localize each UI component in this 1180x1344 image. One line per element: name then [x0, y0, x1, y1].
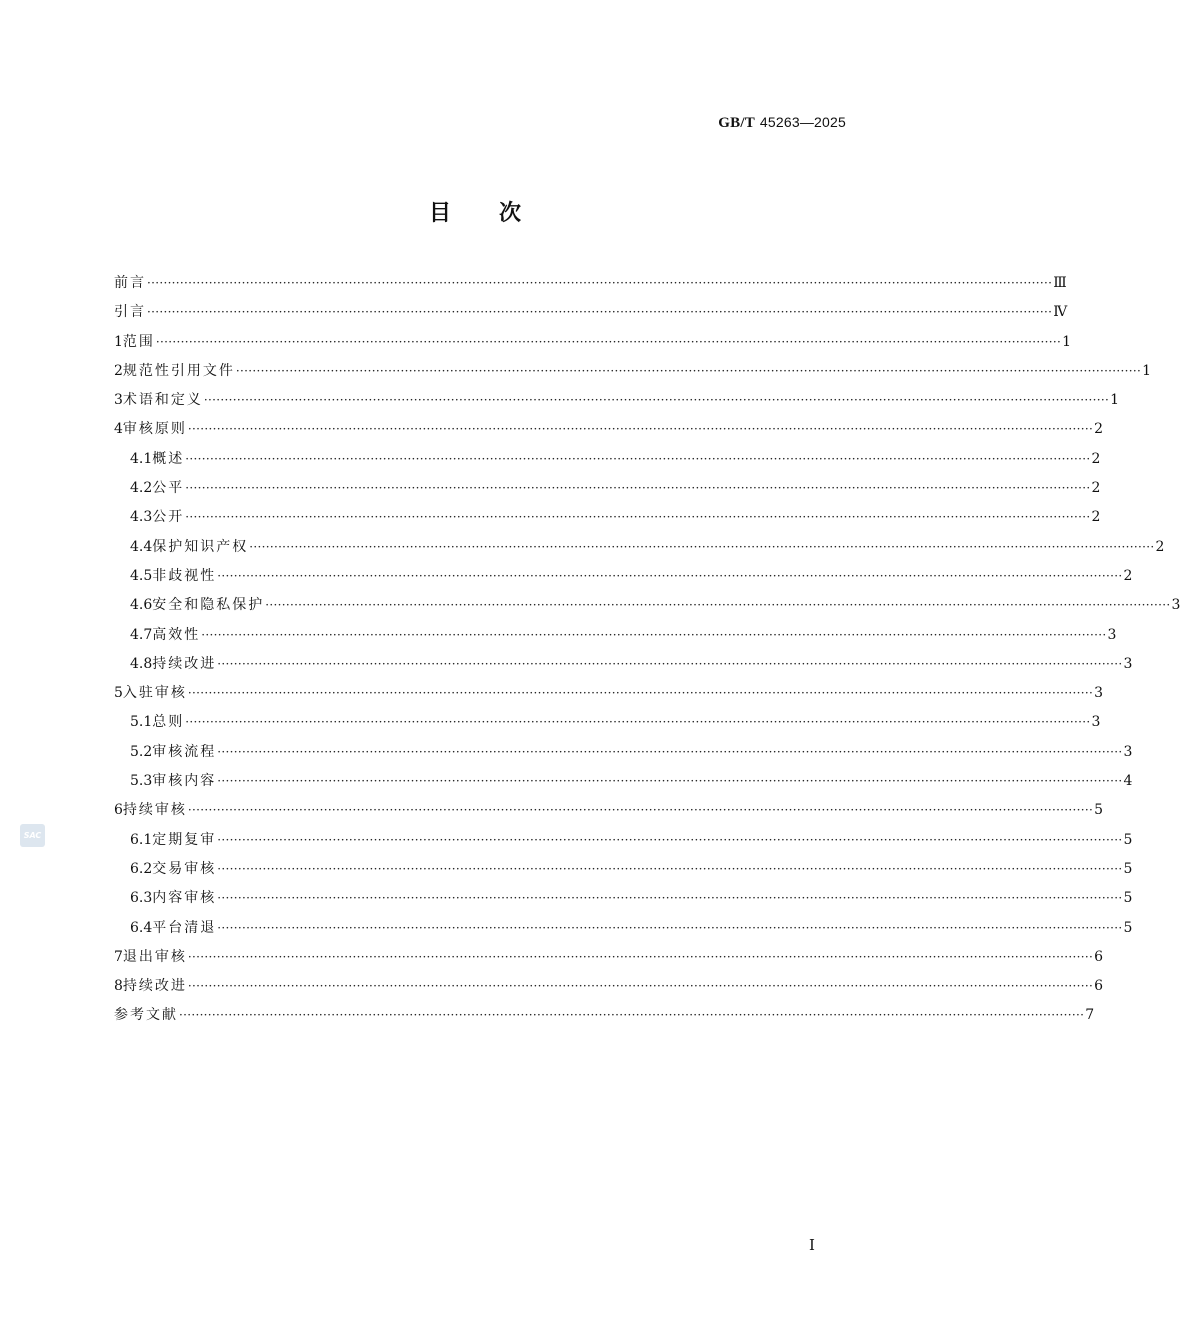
toc-entry-number: 6.4	[130, 919, 153, 936]
toc-entry-page: 2	[1091, 480, 1101, 497]
toc-entry[interactable]	[114, 767, 1133, 796]
toc-entry[interactable]	[114, 650, 1133, 679]
toc-dot-leader: ····························································································································································································································	[203, 393, 1110, 408]
toc-entry[interactable]	[114, 445, 1101, 474]
toc-dot-leader: ····························································································································································································································	[201, 627, 1107, 642]
toc-entry-number: 1	[114, 333, 123, 350]
toc-entry-number: 4.5	[130, 567, 153, 584]
toc-entry-title: 术语和定义	[122, 392, 203, 409]
toc-entry-title: 引言	[114, 304, 146, 321]
toc-entry-title: 审核内容	[152, 773, 217, 790]
toc-entry-title: 保护知识产权	[152, 538, 249, 555]
toc-entry[interactable]	[114, 415, 1104, 444]
toc-entry[interactable]	[114, 386, 1120, 415]
toc-entry-title: 审核原则	[122, 421, 187, 438]
toc-entry-number: 6.2	[130, 860, 153, 877]
toc-entry-page: Ⅲ	[1053, 275, 1067, 291]
toc-entry-title: 安全和隐私保护	[152, 597, 265, 614]
toc-entry-title: 总则	[152, 714, 185, 731]
toc-dot-leader: ····························································································································································································································	[217, 656, 1123, 671]
toc-entry[interactable]	[114, 708, 1101, 737]
toc-entry-page: 6	[1094, 948, 1104, 965]
toc-dot-leader: ····························································································································································································································	[187, 979, 1094, 994]
toc-entry[interactable]	[114, 474, 1101, 503]
toc-entry[interactable]	[114, 562, 1133, 591]
toc-entry[interactable]	[114, 738, 1133, 767]
toc-entry[interactable]	[114, 679, 1104, 708]
toc-entry[interactable]	[114, 503, 1101, 532]
toc-entry-page: 5	[1123, 890, 1133, 907]
toc-entry-number: 6.1	[130, 831, 153, 848]
standard-number: 45263—2025	[759, 114, 846, 130]
toc-entry-title: 公开	[152, 509, 185, 526]
toc-entry-title: 规范性引用文件	[122, 362, 235, 379]
toc-entry-page: 2	[1091, 450, 1101, 467]
toc-entry-page: 3	[1091, 714, 1101, 731]
toc-entry-page: 3	[1123, 655, 1133, 672]
toc-dot-leader: ····························································································································································································································	[235, 363, 1142, 378]
toc-entry-page: 2	[1123, 567, 1133, 584]
toc-entry-title: 入驻审核	[122, 685, 187, 702]
toc-entry[interactable]	[114, 591, 1180, 620]
toc-dot-leader: ····························································································································································································································	[217, 891, 1123, 906]
toc-entry-page: 4	[1123, 773, 1133, 790]
toc-entry-number: 5.1	[130, 714, 153, 731]
toc-entry[interactable]	[114, 855, 1133, 884]
toc-entry-title: 平台清退	[152, 919, 217, 936]
toc-entry-page: 3	[1171, 597, 1180, 614]
toc-entry-page: 7	[1085, 1007, 1095, 1024]
toc-entry-title: 定期复审	[152, 831, 217, 848]
toc-entry-number: 3	[114, 392, 123, 409]
toc-entry-number: 6	[114, 802, 123, 819]
toc-entry-title: 参考文献	[114, 1007, 178, 1024]
toc-entry-number: 5.2	[130, 743, 153, 760]
toc-entry-page: 2	[1094, 421, 1104, 438]
toc-entry-title: 概述	[152, 450, 185, 467]
toc-dot-leader: ····························································································································································································································	[185, 715, 1091, 730]
toc-dot-leader: ····························································································································································································································	[147, 276, 1053, 290]
toc-entry-title: 退出审核	[122, 948, 187, 965]
sac-watermark-logo: SAC	[20, 824, 45, 847]
toc-dot-leader: ····························································································································································································································	[265, 598, 1171, 613]
toc-dot-leader: ····························································································································································································································	[187, 686, 1094, 701]
toc-entry[interactable]	[114, 943, 1104, 972]
toc-entry-page: 3	[1107, 626, 1117, 643]
toc-entry[interactable]	[114, 972, 1104, 1001]
toc-entry-page: 5	[1094, 802, 1104, 819]
toc-dot-leader: ····························································································································································································································	[249, 539, 1155, 554]
toc-entry[interactable]	[114, 884, 1133, 913]
toc-entry-title: 审核流程	[152, 743, 217, 760]
toc-entry[interactable]	[114, 298, 1068, 327]
toc-entry[interactable]	[114, 328, 1072, 357]
toc-dot-leader: ····························································································································································································································	[217, 568, 1123, 583]
toc-entry-number: 2	[114, 362, 123, 379]
toc-dot-leader: ····························································································································································································································	[217, 744, 1123, 759]
toc-entry[interactable]	[114, 1001, 1095, 1030]
toc-entry-number: 4.6	[130, 597, 153, 614]
toc-dot-leader: ····························································································································································································································	[187, 422, 1094, 437]
toc-entry-number: 4.7	[130, 626, 153, 643]
toc-entry-number: 4.2	[130, 480, 153, 497]
toc-dot-leader: ····························································································································································································································	[217, 861, 1123, 876]
toc-dot-leader: ····························································································································································································································	[155, 334, 1062, 349]
toc-entry-number: 4.4	[130, 538, 153, 555]
toc-entry[interactable]	[114, 826, 1133, 855]
toc-entry-page: 5	[1123, 831, 1133, 848]
toc-entry-page: 1	[1142, 362, 1152, 379]
toc-entry-title: 前言	[114, 275, 146, 291]
toc-entry-page: Ⅳ	[1053, 304, 1068, 321]
toc-entry-title: 持续改进	[152, 655, 217, 672]
toc-dot-leader: ····························································································································································································································	[147, 305, 1053, 320]
toc-entry-page: 2	[1091, 509, 1101, 526]
toc-dot-leader: ····························································································································································································································	[185, 481, 1091, 496]
toc-entry-title: 内容审核	[152, 890, 217, 907]
toc-dot-leader: ····························································································································································································································	[187, 803, 1094, 818]
toc-entry-number: 4.1	[130, 450, 153, 467]
toc-dot-leader: ····························································································································································································································	[217, 774, 1123, 789]
toc-entry-number: 4.8	[130, 655, 153, 672]
toc-entry-title: 范围	[122, 333, 155, 350]
toc-entry-number: 4	[114, 421, 123, 438]
toc-entry-number: 8	[114, 978, 123, 995]
toc-entry-title: 高效性	[152, 626, 201, 643]
standard-prefix: GB/T	[718, 115, 755, 131]
toc-entry[interactable]	[114, 269, 1067, 298]
toc-entry-page: 6	[1094, 978, 1104, 995]
toc-entry-page: 1	[1062, 333, 1072, 350]
toc-entry[interactable]	[114, 533, 1165, 562]
toc-entry[interactable]	[114, 796, 1104, 825]
toc-entry-number: 5	[114, 685, 123, 702]
standard-code	[718, 113, 846, 132]
toc-dot-leader: ····························································································································································································································	[185, 451, 1091, 466]
toc-entry-page: 5	[1123, 919, 1133, 936]
page-title: 目次	[428, 201, 569, 226]
toc-entry[interactable]	[114, 914, 1133, 943]
table-of-contents	[114, 269, 1180, 1031]
toc-entry-title: 非歧视性	[152, 567, 217, 584]
toc-entry-page: 3	[1123, 743, 1133, 760]
toc-entry-title: 交易审核	[152, 860, 217, 877]
toc-entry-title: 持续审核	[122, 802, 187, 819]
toc-entry-page: 2	[1155, 538, 1165, 555]
toc-entry-page: 5	[1123, 860, 1133, 877]
toc-dot-leader: ····························································································································································································································	[217, 832, 1123, 847]
toc-entry-number: 5.3	[130, 773, 153, 790]
toc-entry[interactable]	[114, 357, 1152, 386]
toc-entry-title: 公平	[152, 480, 185, 497]
toc-dot-leader: ····························································································································································································································	[187, 949, 1094, 964]
toc-entry[interactable]	[114, 621, 1117, 650]
toc-entry-page: 3	[1094, 685, 1104, 702]
toc-dot-leader: ····························································································································································································································	[185, 510, 1091, 525]
page-number: I	[809, 1236, 815, 1254]
toc-entry-number: 6.3	[130, 890, 153, 907]
toc-entry-page: 1	[1110, 392, 1120, 409]
toc-dot-leader: ····························································································································································································································	[217, 920, 1123, 935]
toc-dot-leader: ····························································································································································································································	[179, 1008, 1085, 1023]
toc-entry-title: 持续改进	[122, 978, 187, 995]
toc-entry-number: 7	[114, 948, 123, 965]
toc-entry-number: 4.3	[130, 509, 153, 526]
